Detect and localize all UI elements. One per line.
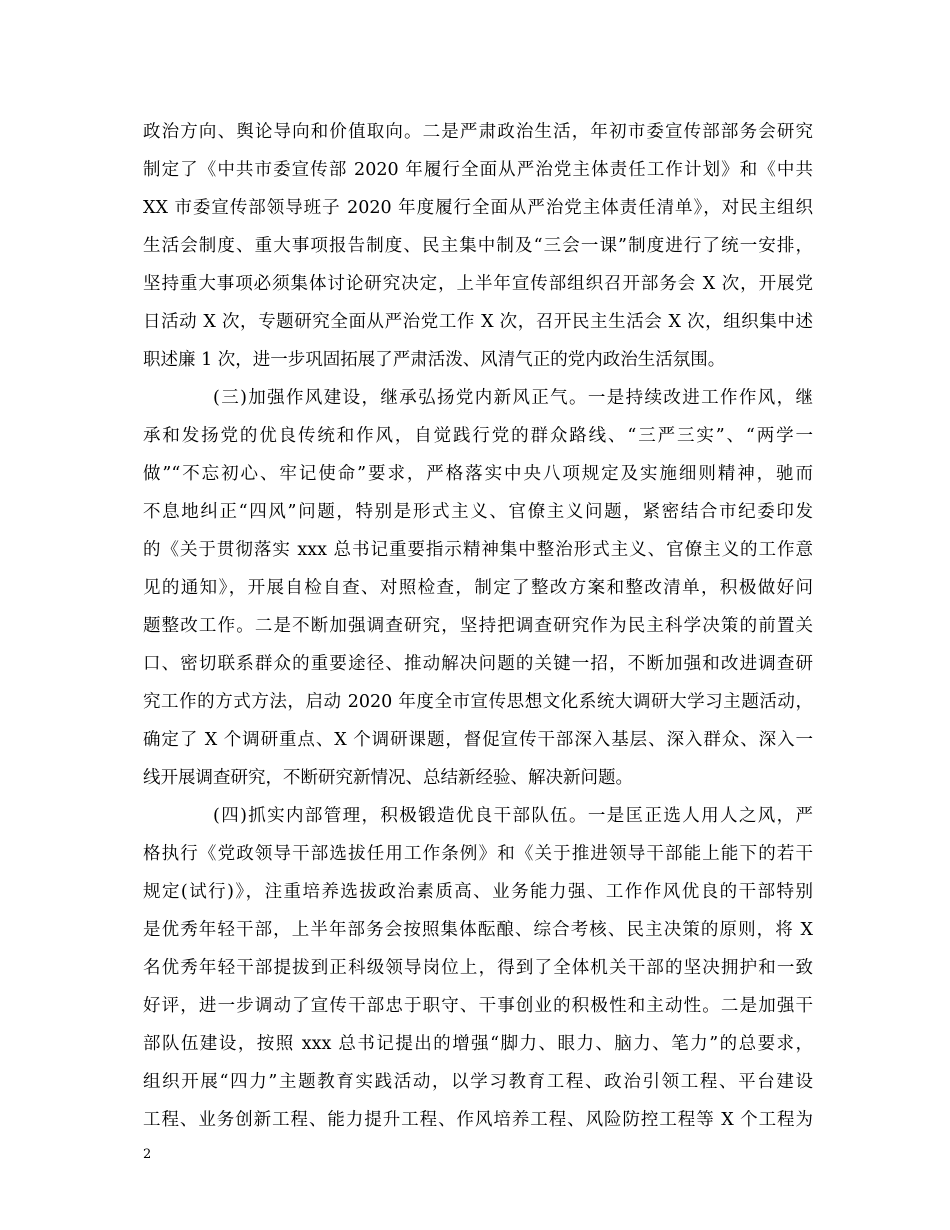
section-heading-line: (三)加强作风建设，继承弘扬党内新风正气。一是持续改进工作作风，继 [213, 388, 813, 408]
text-line: 是优秀年轻干部，上半年部务会按照集体酝酿、综合考核、民主决策的原则，将 X [143, 920, 813, 940]
text-line: 组织开展“四力”主题教育实践活动，以学习教育工程、政治引领工程、平台建设 [143, 1072, 813, 1092]
text-line: 政治方向、舆论导向和价值取向。二是严肃政治生活，年初市委宣传部部务会研究 [143, 122, 813, 142]
text-line: 见的通知》，开展自检自查、对照检查，制定了整改方案和整改清单，积极做好问 [143, 578, 813, 598]
text-line: 确定了 X 个调研重点、X 个调研课题，督促宣传干部深入基层、深入群众、深入一 [143, 730, 813, 750]
text-line: 职述廉 1 次，进一步巩固拓展了严肃活泼、风清气正的党内政治生活氛围。 [143, 350, 726, 370]
text-line: 不息地纠正“四风”问题，特别是形式主义、官僚主义问题，紧密结合市纪委印发 [143, 502, 813, 522]
text-line: XX 市委宣传部领导班子 2020 年度履行全面从严治党主体责任清单》，对民主组织 [143, 198, 813, 218]
text-line: 好评，进一步调动了宣传干部忠于职守、干事创业的积极性和主动性。二是加强干 [143, 996, 813, 1016]
text-line: 生活会制度、重大事项报告制度、民主集中制及“三会一课”制度进行了统一安排， [143, 236, 813, 256]
text-line: 日活动 X 次，专题研究全面从严治党工作 X 次，召开民主生活会 X 次，组织集中述 [143, 312, 813, 332]
section-heading-line: (四)抓实内部管理，积极锻造优良干部队伍。一是匡正选人用人之风，严 [213, 806, 813, 826]
text-line: 名优秀年轻干部提拔到正科级领导岗位上，得到了全体机关干部的坚决拥护和一致 [143, 958, 813, 978]
text-line: 题整改工作。二是不断加强调查研究，坚持把调查研究作为民主科学决策的前置关 [143, 616, 813, 636]
text-line: 工程、业务创新工程、能力提升工程、作风培养工程、风险防控工程等 X 个工程为 [143, 1110, 813, 1130]
text-line: 线开展调查研究，不断研究新情况、总结新经验、解决新问题。 [143, 768, 633, 788]
text-line: 究工作的方式方法，启动 2020 年度全市宣传思想文化系统大调研大学习主题活动， [143, 692, 813, 712]
page-number: 2 [143, 1147, 152, 1162]
body-text [143, 113, 813, 1139]
text-line: 承和发扬党的优良传统和作风，自觉践行党的群众路线、“三严三实”、“两学一 [143, 426, 813, 446]
text-line: 制定了《中共市委宣传部 2020 年履行全面从严治党主体责任工作计划》和《中共 [143, 160, 813, 180]
text-line: 部队伍建设，按照 xxx 总书记提出的增强“脚力、眼力、脑力、笔力”的总要求， [143, 1034, 813, 1054]
text-line: 做”“不忘初心、牢记使命”要求，严格落实中央八项规定及实施细则精神，驰而 [143, 464, 813, 484]
text-line: 坚持重大事项必须集体讨论研究决定，上半年宣传部组织召开部务会 X 次，开展党 [143, 274, 813, 294]
text-line: 规定(试行)》，注重培养选拔政治素质高、业务能力强、工作作风优良的干部特别 [143, 882, 813, 902]
text-line: 的《关于贯彻落实 xxx 总书记重要指示精神集中整治形式主义、官僚主义的工作意 [143, 540, 813, 560]
text-line: 格执行《党政领导干部选拔任用工作条例》和《关于推进领导干部能上能下的若干 [143, 844, 813, 864]
text-line: 口、密切联系群众的重要途径、推动解决问题的关键一招，不断加强和改进调查研 [143, 654, 813, 674]
